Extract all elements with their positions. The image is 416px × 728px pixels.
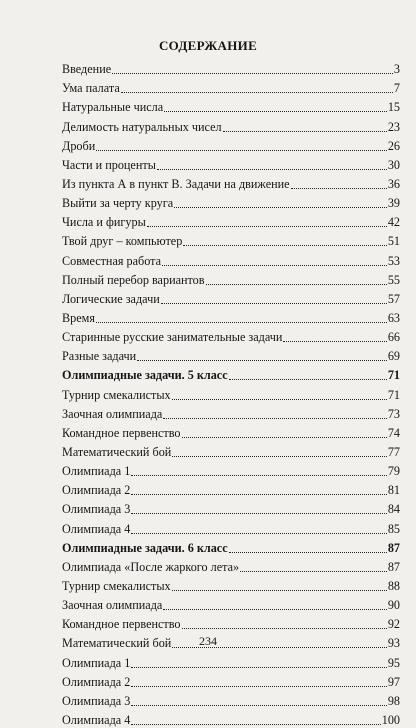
toc-entry-page: 23 [387,119,400,134]
dot-leader [174,206,387,208]
toc-entry-label: Старинные русские занимательные задачи [62,330,283,345]
dot-leader [240,570,387,572]
toc-entry[interactable] [62,479,400,498]
toc-entry[interactable] [62,403,400,422]
dot-leader [131,666,386,668]
dot-leader [163,417,386,419]
toc-section-heading[interactable] [62,537,400,556]
dot-leader [172,398,387,400]
toc-entry[interactable] [62,651,400,670]
toc-entry-page: 71 [387,387,400,402]
toc-entry-label: Турнир смекалистых [62,387,171,402]
toc-entry-label: Натуральные числа [62,100,164,115]
toc-entry-page: 55 [387,272,400,287]
dot-leader [131,493,386,495]
toc-entry-label: Разные задачи [62,349,137,364]
toc-entry-page: 97 [387,674,400,689]
toc-entry-label: Из пункта А в пункт В. Задачи на движение [62,176,290,191]
toc-entry-label: Математический бой [62,444,172,459]
toc-entry-label: Части и проценты [62,157,156,172]
toc-entry-page: 53 [387,253,400,268]
toc-entry[interactable] [62,269,400,288]
dot-leader [206,283,387,285]
page-number: 234 [199,634,217,648]
toc-entry-label: Полный перебор вариантов [62,272,205,287]
toc-entry-label: Введение [62,62,112,77]
toc-entry[interactable] [62,345,400,364]
toc-entry-page: 81 [387,483,400,498]
toc-entry[interactable] [62,96,400,115]
toc-entry[interactable] [62,307,400,326]
toc-entry-label: Олимпиада 1 [62,655,131,670]
toc-entry-label: Совместная работа [62,253,162,268]
toc-entry-page: 74 [387,425,400,440]
toc-entry-label: Олимпиада 3 [62,502,131,517]
dot-leader [183,244,386,246]
toc-entry-label: Числа и фигуры [62,215,146,230]
dot-leader [162,264,387,266]
dot-leader [131,723,380,725]
dot-leader [229,551,387,553]
dot-leader [121,91,393,93]
toc-entry[interactable] [62,192,400,211]
toc-entry[interactable] [62,211,400,230]
toc-entry-page: 87 [387,559,400,574]
toc-entry-label: Логические задачи [62,291,160,306]
dot-leader [291,187,387,189]
toc-entry[interactable] [62,613,400,632]
toc-entry-page: 39 [387,196,400,211]
dot-leader [112,72,393,74]
dot-leader [182,436,387,438]
dot-leader [131,512,386,514]
toc-entry[interactable] [62,58,400,77]
toc-entry-label: Выйти за черту круга [62,196,174,211]
toc-entry-page: 85 [387,521,400,536]
toc-entry-page: 26 [387,138,400,153]
toc-entry-label: Олимпиада 2 [62,483,131,498]
dot-leader [229,378,387,380]
toc-entry-label: Олимпиада 3 [62,693,131,708]
dot-leader [131,474,386,476]
toc-entry[interactable] [62,441,400,460]
toc-section-heading[interactable] [62,364,400,383]
dot-leader [172,455,386,457]
toc-entry-label: Олимпиадные задачи. 5 класс [62,368,228,383]
toc-entry-page: 57 [387,291,400,306]
toc-entry-label: Командное первенство [62,617,181,632]
toc-entry-page: 92 [387,617,400,632]
toc-entry-page: 51 [387,234,400,249]
dot-leader [223,130,387,132]
toc-entry-page: 100 [381,712,400,727]
toc-entry-label: Дроби [62,138,96,153]
toc-entry-page: 73 [387,406,400,421]
toc-entry-label: Делимость натуральных чисел [62,119,222,134]
toc-entry-page: 98 [387,693,400,708]
toc-entry-label: Олимпиадные задачи. 6 класс [62,540,228,555]
toc-entry-page: 87 [387,540,400,555]
toc-entry-label: Заочная олимпиада [62,406,163,421]
dot-leader [161,302,387,304]
toc-entry-label: Олимпиада «После жаркого лета» [62,559,240,574]
toc-entry-page: 3 [393,62,400,77]
page-title: СОДЕРЖАНИЕ [158,38,258,53]
dot-leader [163,608,386,610]
toc-entry-label: Олимпиада 4 [62,521,131,536]
toc-entry[interactable] [62,288,400,307]
toc-entry-page: 7 [393,81,400,96]
toc-entry-label: Олимпиада 1 [62,464,131,479]
toc-entry[interactable] [62,422,400,441]
toc-entry-page: 66 [387,330,400,345]
toc-entry[interactable] [62,594,400,613]
toc-entry-page: 88 [387,578,400,593]
dot-leader [182,627,387,629]
toc-entry-page: 79 [387,464,400,479]
toc-entry[interactable] [62,383,400,402]
toc-entry-page: 71 [387,368,400,383]
toc-entry[interactable] [62,115,400,134]
toc-entry[interactable] [62,517,400,536]
toc-entry[interactable] [62,575,400,594]
toc-entry-label: Твой друг – компьютер [62,234,183,249]
dot-leader [164,110,387,112]
toc-entry-label: Математический бой [62,636,172,651]
toc-entry[interactable] [62,154,400,173]
toc-entry[interactable] [62,709,400,728]
dot-leader [131,532,386,534]
toc-entry-label: Турнир смекалистых [62,578,171,593]
toc-entry-page: 69 [387,349,400,364]
toc-entry[interactable] [62,326,400,345]
toc-entry[interactable] [62,173,400,192]
table-of-contents [62,58,400,728]
toc-entry[interactable] [62,460,400,479]
dot-leader [172,589,387,591]
toc-entry-page: 15 [387,100,400,115]
toc-entry[interactable] [62,77,400,96]
toc-entry[interactable] [62,671,400,690]
toc-entry-page: 77 [387,444,400,459]
toc-entry-page: 95 [387,655,400,670]
toc-entry[interactable] [62,249,400,268]
toc-entry[interactable] [62,556,400,575]
dot-leader [131,704,386,706]
toc-entry-page: 84 [387,502,400,517]
toc-entry-page: 42 [387,215,400,230]
dot-leader [96,321,387,323]
toc-entry-page: 36 [387,176,400,191]
toc-entry-page: 30 [387,157,400,172]
toc-entry-page: 93 [387,636,400,651]
dot-leader [283,340,386,342]
toc-entry[interactable] [62,135,400,154]
toc-entry-page: 63 [387,310,400,325]
dot-leader [147,225,387,227]
toc-entry-label: Ума палата [62,81,120,96]
toc-entry-label: Время [62,310,95,325]
toc-entry[interactable] [62,690,400,709]
toc-entry-page: 90 [387,598,400,613]
dot-leader [157,168,387,170]
toc-entry-label: Олимпиада 2 [62,674,131,689]
toc-entry[interactable] [62,230,400,249]
toc-entry-label: Заочная олимпиада [62,598,163,613]
dot-leader [96,149,387,151]
toc-entry-label: Олимпиада 4 [62,712,131,727]
dot-leader [131,685,386,687]
toc-entry-label: Командное первенство [62,425,181,440]
toc-entry[interactable] [62,498,400,517]
dot-leader [137,359,387,361]
